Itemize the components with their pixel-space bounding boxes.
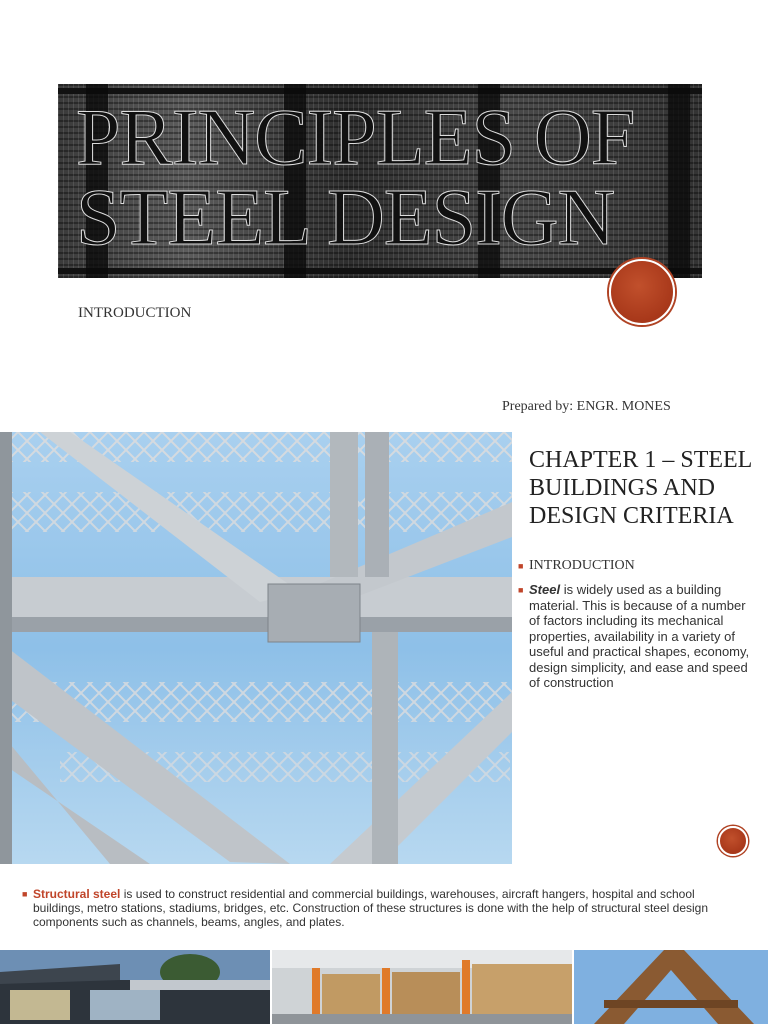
decor-circle xyxy=(718,826,748,856)
band-edge-bottom xyxy=(58,268,702,274)
warehouse-photo xyxy=(272,950,572,1024)
intro-item: INTRODUCTION xyxy=(529,558,635,573)
bullet-icon: ■ xyxy=(22,889,28,899)
building-photo xyxy=(0,950,270,1024)
title-slide xyxy=(0,0,768,428)
eiffel-tower-photo xyxy=(574,950,768,1024)
steel-term: Steel xyxy=(529,582,561,597)
truss-illustration xyxy=(0,432,512,864)
bullet-list xyxy=(518,558,758,699)
chapter-title: CHAPTER 1 – STEEL BUILDINGS AND DESIGN CRITERIA xyxy=(529,447,752,529)
slide-title: PRINCIPLES OF STEEL DESIGN xyxy=(76,94,635,262)
structural-steel-term: Structural steel xyxy=(33,887,121,901)
steel-text: is widely used as a building material. This is because of a number of factors including its mechanical properties, availability in a variety of useful and practical shapes, economy, design simplicity, and ease and speed of construction xyxy=(529,582,750,690)
structural-steel-text: is used to construct residential and commercial buildings, warehouses, aircraft hangers, hospital and school buildings, metro stations, stadiums, bridges, etc. Construction of these structures is done with the help of structural steel design components such as channels, beams, angles, and plates. xyxy=(33,887,709,929)
bullet-icon: ■ xyxy=(518,561,524,571)
slide-subtitle: INTRODUCTION xyxy=(78,305,192,321)
structural-steel-paragraph xyxy=(22,887,722,929)
steel-truss-photo xyxy=(0,432,512,864)
list-item xyxy=(518,558,758,574)
list-item xyxy=(518,582,758,691)
chapter-slide xyxy=(0,432,768,864)
structural-steel-slide xyxy=(0,868,768,1024)
steel-paragraph xyxy=(529,582,758,691)
title-band xyxy=(58,84,702,278)
paragraph-body xyxy=(33,887,722,929)
bullet-icon: ■ xyxy=(518,585,524,595)
prepared-by: Prepared by: ENGR. MONES xyxy=(502,399,671,414)
decor-circle xyxy=(609,259,675,325)
